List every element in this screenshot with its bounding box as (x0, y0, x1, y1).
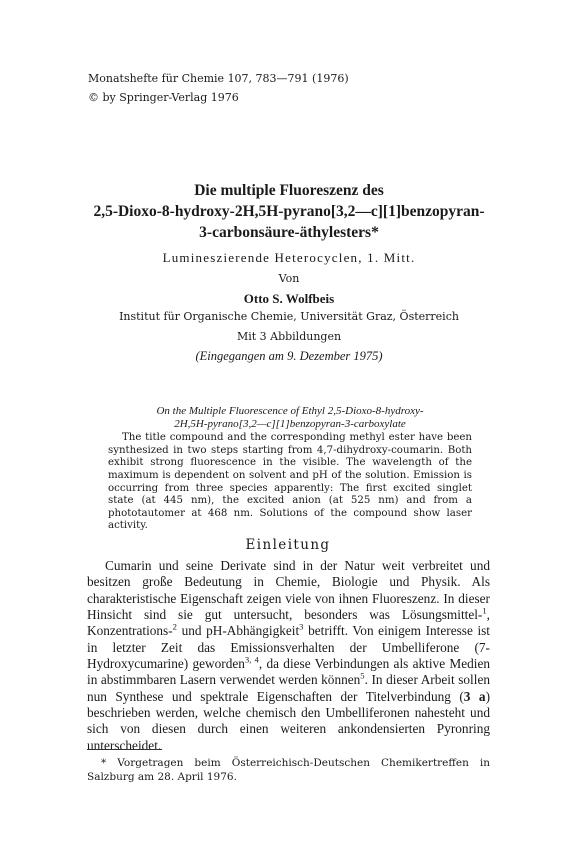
reference-marker: 5 (360, 670, 365, 681)
series-subtitle: Lumineszierende Heterocyclen, 1. Mitt. (162, 250, 416, 265)
article-title (80, 180, 498, 243)
abstract-title (108, 405, 472, 430)
body-text-segment: Cumarin und seine Derivate sind in der Natur weit verbreitet und besitzen große Bedeutung in Chemie, Biologie und Physik. Als charakteristische Eigenschaft zeigen viele von ihnen Fluoreszenz. In dieser Hinsicht sind sie gut untersucht, besonders was Lösungsmittel- (87, 558, 490, 623)
section-heading: Einleitung (245, 537, 331, 553)
body-text-segment: und pH-Abhängigkeit (176, 623, 300, 639)
compound-label: 3 a (463, 688, 486, 704)
reference-marker: 1 (482, 605, 487, 616)
abstract (108, 405, 472, 533)
body-text-segment: , da diese Verbindungen als aktive Medien in abstimmbaren Lasern verwendet werden können (87, 656, 491, 688)
body-text-segment: , Konzentrations- (87, 607, 490, 639)
introduction-paragraph (87, 558, 490, 754)
journal-citation: Monatshefte für Chemie 107, 783—791 (1976) (88, 72, 349, 85)
body-text-segment: betrifft. Von einigem Interesse ist in letzter Zeit das Emissionsverhalten der Umbelliferone (7-Hydroxycumarine) geworden (87, 623, 491, 672)
copyright-line: © by Springer-Verlag 1976 (88, 91, 239, 104)
reference-marker: 3 (299, 621, 304, 632)
title-block (80, 180, 498, 364)
figure-count: Mit 3 Abbildungen (236, 330, 342, 343)
received-date: (Eingegangen am 9. Dezember 1975) (195, 349, 383, 363)
body-text-segment: . In dieser Arbeit sollen nun Synthese und spektrale Eigenschaften der Titelverbindung ( (87, 672, 490, 704)
reference-marker: 2 (172, 621, 177, 632)
title-line-2: 2,5-Dioxo-8-hydroxy-2H,5H-pyrano[3,2—c][1]benzopyran- (93, 203, 485, 220)
journal-header (88, 69, 349, 107)
abstract-title-line-1: On the Multiple Fluorescence of Ethyl 2,5-Dioxo-8-hydroxy- (156, 405, 424, 417)
footnote-divider (87, 749, 162, 750)
footnote: * Vorgetragen beim Österreichisch-Deutschen Chemikertreffen in Salzburg am 28. April 1976. (87, 757, 490, 783)
abstract-title-line-2: 2H,5H-pyrano[3,2—c][1]benzopyran-3-carboxylate (174, 417, 406, 430)
title-line-3: 3-carbonsäure-äthylesters* (199, 224, 379, 241)
by-label: Von (278, 272, 300, 285)
author-affiliation: Institut für Organische Chemie, Universität Graz, Österreich (119, 310, 459, 323)
title-line-1: Die multiple Fluoreszenz des (194, 182, 384, 199)
reference-marker: 3, 4 (244, 654, 259, 665)
body-text-segment: ) beschrieben werden, welche chemisch den Umbelliferonen nahesteht und sich von diesen durch einen weiteren ankondensierten Pyronring unterscheidet. (87, 688, 490, 753)
abstract-text: The title compound and the corresponding methyl ester have been synthesized in two steps starting from 4,7-dihydroxy-coumarin. Both exhibit strong fluorescence in the visible. The wavelength of the maximum is dependent on solvent and pH of the solution. Emission is occurring from three species apparently: The first excited singlet state (at 445 nm), the excited anion (at 525 nm) and from a phototautomer at 468 nm. Solutions of the compound show laser activity. (108, 432, 472, 532)
author-name: Otto S. Wolfbeis (243, 291, 335, 306)
